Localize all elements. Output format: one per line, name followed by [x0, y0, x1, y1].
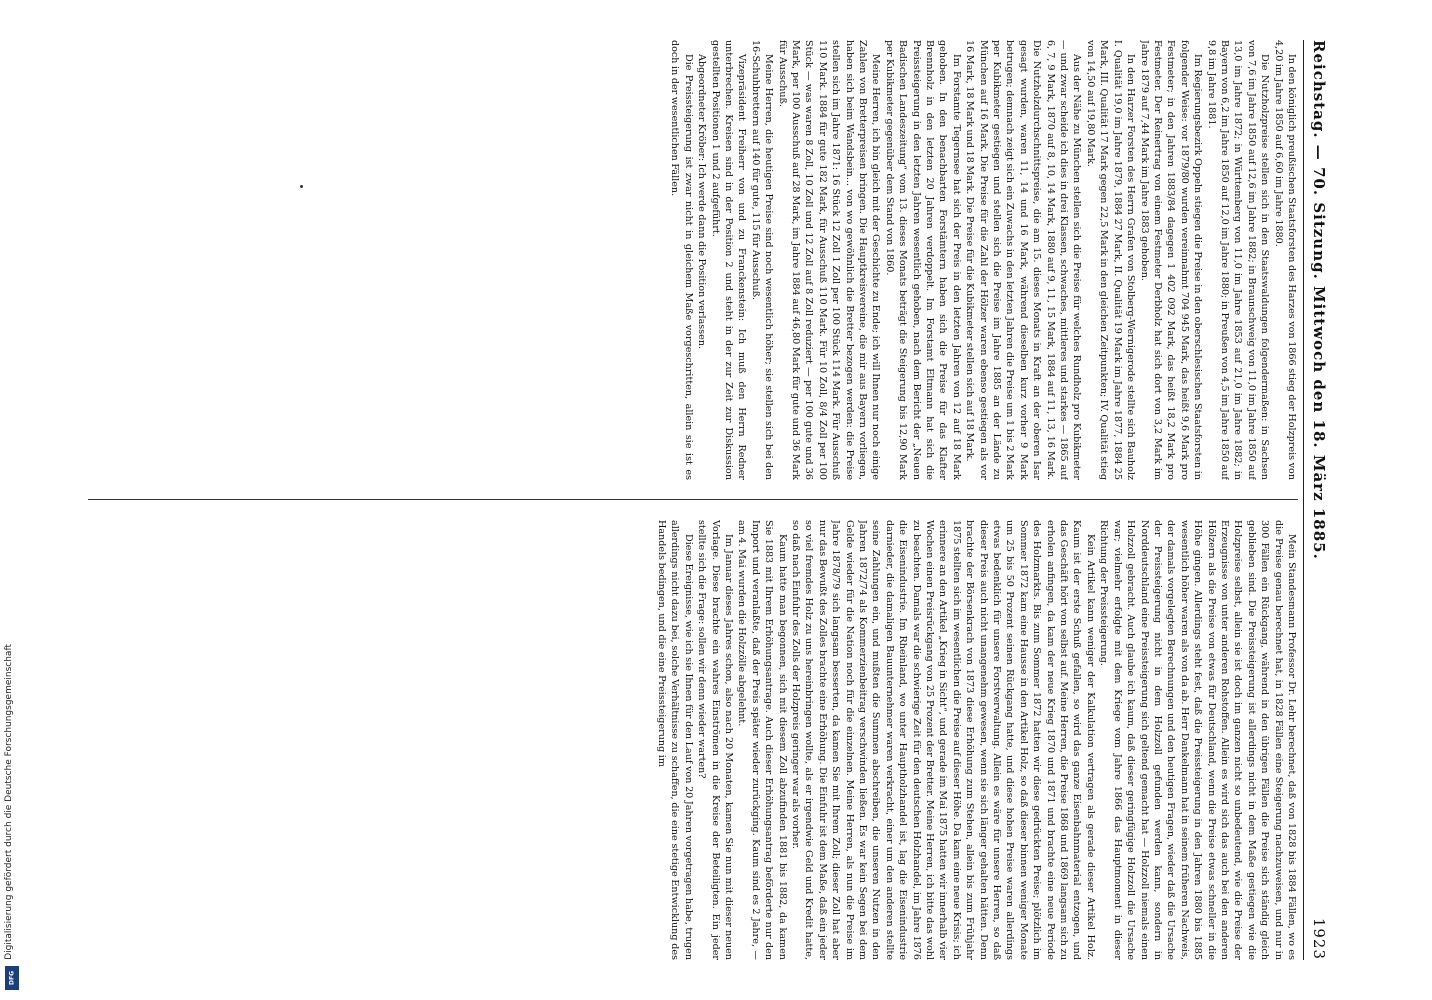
paragraph: Diese Ereignisse, wie ich sie Ihnen für den Lauf von 20 Jahren vorgetragen habe, trugen allerdings nicht dazu bei, solche Verhältnisse zu schaffen, die eine stetige Entwicklung des Handels bedingen, und die eine Preissteigerung im — [655, 520, 694, 960]
paragraph: Im Regierungsbezirk Oppeln stiegen die Preise in den oberschlesischen Staatsforsten in folgender Weise: vor 1879/80 wurden vereinnahmt 704 945 Mark, das heißt 9,6 Mark pro Festmeter; in den Jahren 1883/84 dagegen 1 402 092 Mark, das heißt 18,2 Mark pro Festmeter. Der Reinertrag von einem Festmeter Derbholz hat sich dort von 3,2 Mark im Jahre 1879 auf 7,44 Mark im Jahre 1883 gehoben. — [1138, 40, 1204, 480]
page-number: 1923 — [1310, 917, 1328, 960]
dfg-logo-icon: DFG — [5, 966, 19, 990]
digitization-credit: Digitalisierung gefördert durch die Deutsche Forschungsgemeinschaft — [4, 644, 14, 960]
page-header — [1306, 40, 1332, 960]
header-rule — [1303, 40, 1304, 960]
column-divider — [88, 499, 1298, 500]
paragraph: Abgeordneter Kröber: Ich werde dann die Position verlassen. — [696, 54, 708, 350]
paragraph: Die Nutzholzpreise stellen sich in den Staatswaldungen folgendermaßen: in Sachsen von 7,6 im Jahre 1850 auf 12,6 im Jahre 1882; in Braunschweig von 11,0 im Jahre 1850 auf 13,0 im Jahre 1872; in Württemberg von 11,0 im Jahre 1853 auf 21,0 im Jahre 1882; in Bayern von 6,2 im Jahre 1850 auf 12,0 im Jahre 1880; in Preußen von 4,5 im Jahre 1850 auf 9,8 im Jahre 1881. — [1205, 40, 1271, 480]
paragraph: Kein Artikel kann weniger der Kalkulation vertragen als gerade dieser Artikel Holz. Kaum ist der erste Schuß gefallen, so wird das ganze Eisenbahnmaterial entzogen, und das Geschäft hört von selbst auf. Meine Herren, die Preise 1868 und 1869 langsam sich zu erholen anfingen, da kam der neue Krieg 1870 und 1871 und brachte eine neue Periode des Holzmarkts. Bis zum Sommer 1872 hatten wir diese gedrückten Preise; plötzlich im Sommer 1872 kam eine Hausse in den Artikel Holz, so daß dieser binnen weniger Monate um 25 bis 50 Prozent seinen Rückgang hatte, und diese hohen Preise waren allerdings etwas bedenklich für unsere Forstverwaltung. Allein es wäre für unsere Herren, so daß dieser Preis auch nicht unangenehm gewesen, wenn sie sich länger gehalten hätten. Denn brachte der Börsenkrach von 1873 diese Erhöhung zum Stehen, allein bis zum Frühjahr 1875 stellten sich im wesentlichen die Preise auf dieser Höhe. Da kam eine neue Krisis; ich erinnere an den Artikel „Krieg in Sicht“, und gerade im Mai 1875 hatten wir innerhalb vier Wochen einen Preisrückgang von 25 Prozent der Bretter. Meine Herren, ich bitte das wohl zu beachten. Damals war die schwierige Zeit für den deutschen Holzhandel, im Jahre 1876 die Eisenindustrie. Im Rheinland, wo unter Hauptholzhandel ist, lag die Eisenindustrie darnieder, die damaligen Bauunternehmer waren verkracht, einer um den anderen stellte seine Zahlungen ein, und mußten die Summen abschreiben, die unseren Nutzen in den Jahren 1872/74 als Kommerzienbeitrag verschwinden ließen. Es war kein Segen bei dem Gelde wieder für die Nation noch für die einzelnen. Meine Herren, als nun die Preise im Jahre 1878/79 sich langsam besserten, da kamen Sie mit Ihrem Zoll; dieser Zoll hat aber nur das Bewußt des Zolles brachte eine Erhöhung. Die Einfuhr ist dem Maße, daß ein jeder so viel fremdes Holz zu uns hereinbringen wollte, als er irgendwie Geld und Kredit hatte, so daß nach Einfuhr des Zolls der Holzpreis geringer war als vorher. — [789, 520, 1096, 960]
paragraph: Kaum hatte man begonnen, sich mit diesem Zoll abzufinden 1881 bis 1882, da kamen Sie 1883 mit Ihrem Erhöhungsantrage. Auch dieser Erhöhungsantrag beförderte nur den Import und veranlaßte, daß der Preis später wieder zurückging. Kaum sind es 2 Jahre, — am 4. Mai wurden die Holzzölle abgelehnt. — [736, 520, 788, 960]
scanned-page — [42, 0, 1402, 1000]
paragraph: Mein Standesmann Professor Dr. Lehr berechnet, daß von 1828 bis 1884 Fällen, wo es die Preise genau berechnet hat, in 1828 Fällen eine Steigerung nachzuweisen, und nur in 300 Fällen ein Rückgang, während in den übrigen Fällen die Preise sich ständig gleich geblieben sind. Die Preissteigerung ist allerdings nicht in dem Maße gestiegen wie die Holzpreise selbst, allein sie ist doch im ganzen nicht so unbedeutend, wie die Preise der Erzeugnisse von unter anderen Rohstoffen. Allein es wird sich das auch bei den anderen Hölzern als die Preise von etwas für Deutschland, wenn die Preise etwas schneller in die Höhe gingen. Allerdings steht fest, daß die Preissteigerung in den Jahren 1880 bis 1885 wesentlich höher waren als von da ab. Herr Dankelmann hat in seinem früheren Nachweis, der damals vorgelegten Berechnungen und den heutigen Fragen, wieder daß die Ursache der Preissteigerung nicht in dem Holzzoll gefunden werden kann, sondern in Norddeutschland eine Preissteigerung sich geltend gemacht hat — Holzzoll niemals einen Holzzoll gebracht. Auch glaube ich kaum, daß dieser geringfügige Holzzoll die Ursache war; vielmehr erfolgte mit dem Kriege vom Jahre 1866 das Hauptmoment in dieser Richtung der Preissteigerung. — [1098, 520, 1297, 960]
left-column — [88, 40, 1298, 480]
header-title: Reichstag. — 70. Sitzung. Mittwoch den 18. März 1885. — [1310, 40, 1328, 560]
digitization-sidebar — [0, 0, 24, 1000]
paragraph: Meine Herren, die heutigen Preise sind noch wesentlich höher; sie stellen sich bei den 16-Schuhbrettern auf 140 für gute, 115 für Ausschuß. — [749, 40, 775, 480]
paragraph: Vizepräsident Freiherr von und zu Franckenstein: Ich muß den Herrn Redner unterbrechen. Kreisen sind in der Position 2 und steht in der zur Zeit zur Diskussion gestellten Positionen 1 und 2 aufgeführt. — [709, 40, 748, 480]
scan-speck — [300, 185, 303, 188]
paragraph: Die Preissteigerung ist zwar nicht in gleichem Maße vorgeschritten, allein sie ist es doch in der wesentlichen Fällen. — [669, 40, 694, 480]
paragraph: Im Januar dieses Jahres schon, also nach 20 Monaten, kamen Sie nun mit dieser neuen Vorlage. Diese brachte ein wahres Einströmen in die Kreise der Beteiligten. Ein jeder stellte sich die Frage: sollen wir denn wieder warten? — [696, 520, 734, 960]
paragraph: Aus der Nähe zu München stellen sich die Preise für welches Rundholz pro Kubikmeter — und zwar scheide ich dies in drei Klassen, schwaches, mittleres und starkes — 1865 auf 6, 7, 9 Mark, 1870 auf 8, 10, 14 Mark, 1880 auf 9, 11, 15 Mark, 1884 auf 11, 13, 16 Mark. Die Nutzholzdurchschnittspreise, die am 15. dieses Monats in Kraft an der oberen Isar gesagt wurden, waren 11, 14 und 16 Mark, während dieselben kurz vorher 9 Mark betrugen; demnach zeigt sich ein Zuwachs in den letzten Jahren die Preise um 1 bis 2 Mark per Kubikmeter gestiegen und stellen sich die Preise im Jahre 1885 an der Lände zu München auf 16 Mark. Die Preise für die Zahl der Hölzer waren ebenso gestiegen als vor 16 Mark, 18 Mark und 18 Mark. Die Preise für die Kubikmeter stellen sich auf 18 Mark. — [964, 40, 1083, 480]
paragraph: Im Forstamte Tegernsee hat sich der Preis in den letzten Jahren von 12 auf 18 Mark gehoben. In den benachbarten Forstämtern haben sich die Preise für das Klafter Brennholz in den letzten 20 Jahren verdoppelt. Im Forstamt Eltmann hat sich die Preissteigerung in den letzten Jahren wesentlich gehoben, nach dem Bericht der „Neuen Badischen Landeszeitung“ vom 13. dieses Monats beträgt die Steigerung bis 12,90 Mark per Kubikmeter gegenüber dem Stand von 1860. — [883, 40, 962, 480]
paragraph: Meine Herren, ich bin gleich mit der Geschichte zu Ende; ich will Ihnen nur noch einige Zahlen von Bretterpreisen bringen. Die Hauptkreisvereine, die mir aus Bayern vorliegen, haben sich beim Wandsbein... von wo gewöhnlich die Bretter bezogen werden: die Preise stellen sich im Jahre 1871: 16 Stück 12 Zoll 1 Zoll per 100 Stück 114 Mark. Für Ausschuß 110 Mark. 1884 für gute 182 Mark, für Ausschuß 110 Mark. Für 10 Zoll, 8/4 Zoll per 100 Stück — was waren 8 Zoll, 10 Zoll und 12 Zoll auf 8 Zoll reduziert — per 100 gute und 36 Mark, per 100 Ausschuß auf 28 Mark, im Jahre 1884 auf 46,80 Mark für gute und 36 Mark für Ausschuß. — [776, 40, 882, 480]
right-column — [88, 520, 1298, 960]
paragraph: In den Harzer Forsten des Herrn Grafen von Stolberg-Wernigerode stellte sich Bauholz I. Qualität 19,0 im Jahre 1879, 1884 27 Mark, II. Qualität 19 Mark im Jahre 1877, 1884 25 Mark, III. Qualität 17 Mark gegen 22,5 Mark in den gleichen Zeitpunkten; IV. Qualität stieg von 14,50 auf 19,80 Mark. — [1084, 40, 1137, 480]
paragraph: In den königlich preußischen Staatsforsten des Harzes von 1866 stieg der Holzpreis von 4,20 im Jahre 1850 auf 6,60 im Jahre 1880. — [1272, 40, 1297, 480]
